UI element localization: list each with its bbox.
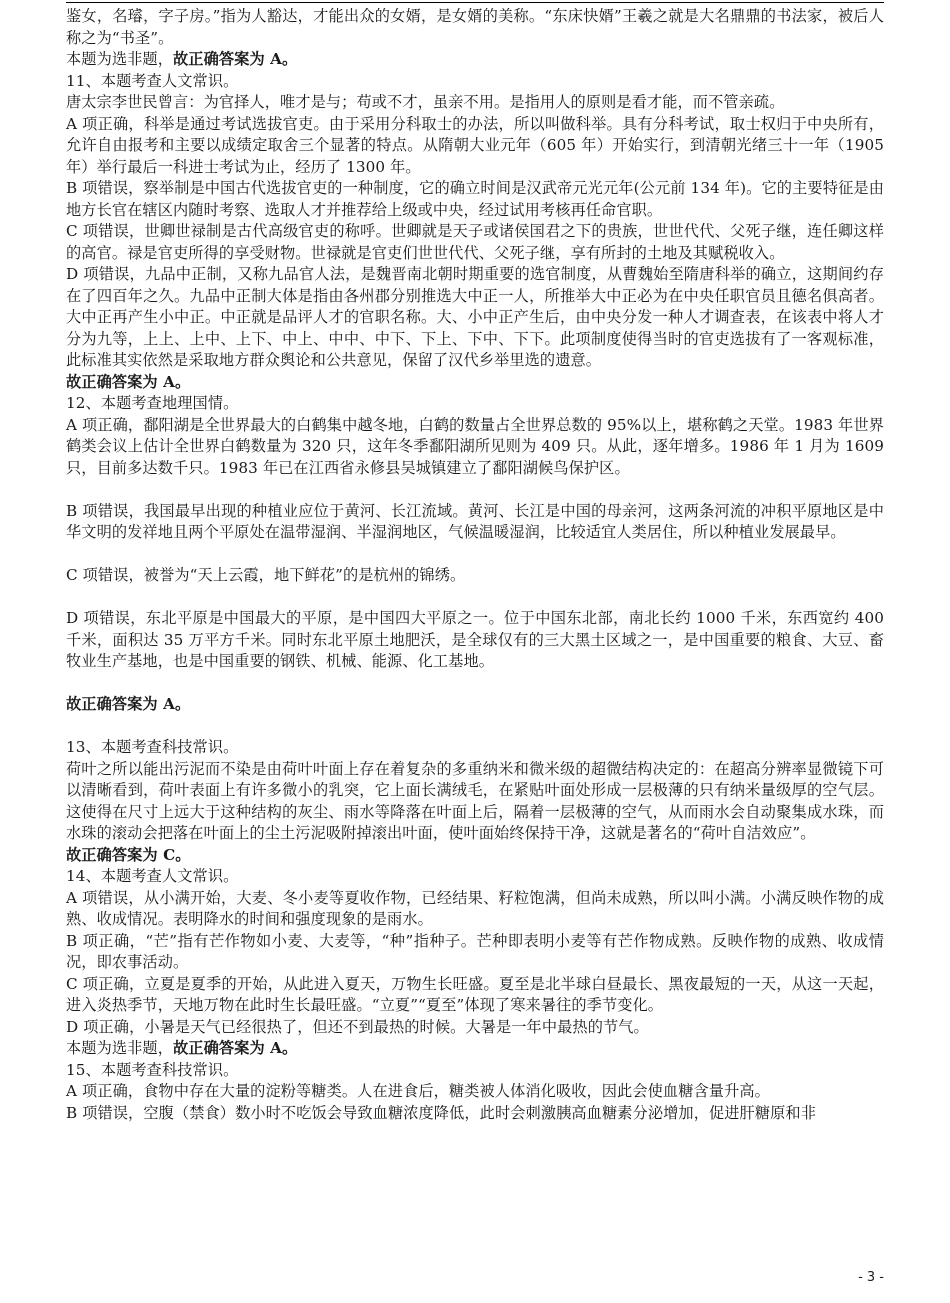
paragraph-text: B 项错误，空腹（禁食）数小时不吃饭会导致血糖浓度降低，此时会刺激胰高血糖素分泌增加，促进肝糖原和非 xyxy=(66,1103,816,1122)
paragraph-text: A 项正确，鄱阳湖是全世界最大的白鹤集中越冬地，白鹤的数量占全世界总数的 95%以上，堪称鹤之天堂。1983 年世界鹤类会议上估计全世界白鹤数量为 320 只，这年冬季鄱阳湖所见则为 409 只。从此，逐年增多。1986 年 1 月为 1609 只，目前多达数千只。1983 年已在江西省永修县吴城镇建立了鄱阳湖候鸟保护区。 xyxy=(66,415,884,477)
paragraph xyxy=(66,6,884,49)
paragraph-text: A 项正确，科举是通过考试选拔官吏。由于采用分科取士的办法，所以叫做科举。具有分科考试，取士权归于中央所有，允许自由报考和主要以成绩定取舍三个显著的特点。从隋朝大业元年（605 年）开始实行，到清朝光绪三十一年（1905 年）举行最后一科进士考试为止，经历了 1300 年。 xyxy=(66,114,884,176)
blank-line xyxy=(66,673,884,695)
paragraph-text: C 项错误，被誉为“天上云霞，地下鲜花”的是杭州的锦绣。 xyxy=(66,566,466,584)
paragraph-text: 12、本题考查地理国情。 xyxy=(66,394,239,412)
paragraph xyxy=(66,565,884,587)
paragraph-text: A 项错误，从小满开始，大麦、冬小麦等夏收作物，已经结果、籽粒饱满，但尚未成熟，所以叫小满。小满反映作物的成熟、收成情况。表明降水的时间和强度现象的是雨水。 xyxy=(66,888,884,928)
answer-text: 故正确答案为 A。 xyxy=(66,695,191,713)
paragraph-text: B 项正确，“芒”指有芒作物如小麦、大麦等，“种”指种子。芒种即表明小麦等有芒作物成熟。反映作物的成熟、收成情况，即农事活动。 xyxy=(66,931,884,971)
paragraph-text: A 项正确，食物中存在大量的淀粉等糖类。人在进食后，糖类被人体消化吸收，因此会使血糖含量升高。 xyxy=(66,1082,770,1100)
paragraph-text: C 项正确，立夏是夏季的开始，从此进入夏天，万物生长旺盛。夏至是北半球白昼最长、黑夜最短的一天，从这一天起，进入炎热季节，天地万物在此时生长最旺盛。“立夏”“夏至”体现了寒来暑往的季节变化。 xyxy=(66,974,884,1014)
answer-text: 故正确答案为 C。 xyxy=(66,845,191,864)
paragraph xyxy=(66,1060,884,1082)
paragraph xyxy=(66,221,884,264)
paragraph-text: 唐太宗李世民曾言：为官择人，唯才是与；苟或不才，虽亲不用。是指用人的原则是看才能，而不管亲疏。 xyxy=(66,93,785,111)
paragraph-text: B 项错误，察举制是中国古代选拔官吏的一种制度，它的确立时间是汉武帝元光元年(公元前 134 年)。它的主要特征是由地方长官在辖区内随时考察、选取人才并推荐给上级或中央，经过试用考核再任命官职。 xyxy=(66,179,884,219)
paragraph xyxy=(66,501,884,544)
paragraph xyxy=(66,92,884,114)
blank-line xyxy=(66,479,884,501)
answer-text: 故正确答案为 A。 xyxy=(66,372,191,391)
paragraph-text: D 项错误，九品中正制，又称九品官人法，是魏晋南北朝时期重要的选官制度，从曹魏始至隋唐科举的确立，这期间约存在了四百年之久。九品中正制大体是指由各州郡分别推选大中正一人，所推举大中正必为在中央任职官员且德名俱高者。大中正再产生小中正。中正就是品评人才的官职名称。大、小中正产生后，由中央分发一种人才调查表，在该表中将人才分为九等，上上、上中、上下、中上、中中、中下、下上、下中、下下。此项制度使得当时的官吏选拔有了一客观标准，此标准其实依然是采取地方群众舆论和公共意见，保留了汉代乡举里选的遗意。 xyxy=(66,265,884,369)
paragraph xyxy=(66,71,884,93)
paragraph xyxy=(66,866,884,888)
paragraph xyxy=(66,737,884,759)
blank-line xyxy=(66,716,884,738)
answer-text: 故正确答案为 A。 xyxy=(173,1039,298,1057)
paragraph xyxy=(66,888,884,931)
paragraph xyxy=(66,1038,884,1060)
paragraph xyxy=(66,1017,884,1039)
paragraph xyxy=(66,931,884,974)
paragraph xyxy=(66,1103,884,1125)
blank-line xyxy=(66,544,884,566)
paragraph xyxy=(66,759,884,845)
paragraph-text: 15、本题考查科技常识。 xyxy=(66,1060,239,1079)
header-rule xyxy=(66,2,884,3)
paragraph-text: B 项错误，我国最早出现的种植业应位于黄河、长江流域。黄河、长江是中国的母亲河，这两条河流的冲积平原地区是中华文明的发祥地且两个平原处在温带湿润、半湿润地区，气候温暖湿润，比较适宜人类居住，所以种植业发展最早。 xyxy=(66,501,884,541)
paragraph-text: C 项错误，世卿世禄制是古代高级官吏的称呼。世卿就是天子或诸侯国君之下的贵族，世世代代、父死子继，连任卿这样的高官。禄是官吏所得的享受财物。世禄就是官吏们世世代代、父死子继，享有所封的土地及其赋税收入。 xyxy=(66,222,884,262)
paragraph xyxy=(66,415,884,480)
answer-text: 故正确答案为 A。 xyxy=(173,50,298,68)
paragraph xyxy=(66,608,884,673)
paragraph xyxy=(66,845,884,867)
paragraph xyxy=(66,974,884,1017)
paragraph xyxy=(66,1081,884,1103)
paragraph xyxy=(66,393,884,415)
paragraph xyxy=(66,114,884,179)
paragraph-text: 鉴女，名璿，字子房。”指为人豁达，才能出众的女婿，是女婿的美称。“东床快婿”王羲之就是大名鼎鼎的书法家，被后人称之为“书圣”。 xyxy=(66,7,884,47)
paragraph xyxy=(66,49,884,71)
paragraph-text: 11、本题考查人文常识。 xyxy=(66,71,239,90)
paragraph xyxy=(66,264,884,372)
paragraph-text: 13、本题考查科技常识。 xyxy=(66,738,239,756)
paragraph-text: 14、本题考查人文常识。 xyxy=(66,867,239,885)
paragraph xyxy=(66,372,884,394)
paragraph-text: D 项正确，小暑是天气已经很热了，但还不到最热的时候。大暑是一年中最热的节气。 xyxy=(66,1017,649,1036)
paragraph-text: 荷叶之所以能出污泥而不染是由荷叶叶面上存在着复杂的多重纳米和微米级的超微结构决定的：在超高分辨率显微镜下可以清晰看到，荷叶表面上有许多微小的乳突，它上面长满绒毛，在紧贴叶面处形成一层极薄的只有纳米量级厚的空气层。这使得在尺寸上远大于这种结构的灰尘、雨水等降落在叶面上后，隔着一层极薄的空气，从而雨水会自动聚集成水珠，而水珠的滚动会把落在叶面上的尘土污泥吸附掉滚出叶面，使叶面始终保持干净，这就是著名的“荷叶自洁效应”。 xyxy=(66,759,884,842)
paragraph xyxy=(66,694,884,716)
paragraph-text: 本题为选非题， xyxy=(66,50,174,68)
paragraph xyxy=(66,178,884,221)
paragraph-text: D 项错误，东北平原是中国最大的平原，是中国四大平原之一。位于中国东北部，南北长约 1000 千米，东西宽约 400 千米，面积达 35 万平方千米。同时东北平原土地肥沃，是全球仅有的三大黑土区域之一，是中国重要的粮食、大豆、畜牧业生产基地，也是中国重要的钢铁、机械、能源、化工基地。 xyxy=(66,609,884,670)
paragraph-text: 本题为选非题， xyxy=(66,1039,174,1057)
document-body xyxy=(66,6,884,1124)
page-number: - 3 - xyxy=(858,1270,884,1285)
blank-line xyxy=(66,587,884,609)
